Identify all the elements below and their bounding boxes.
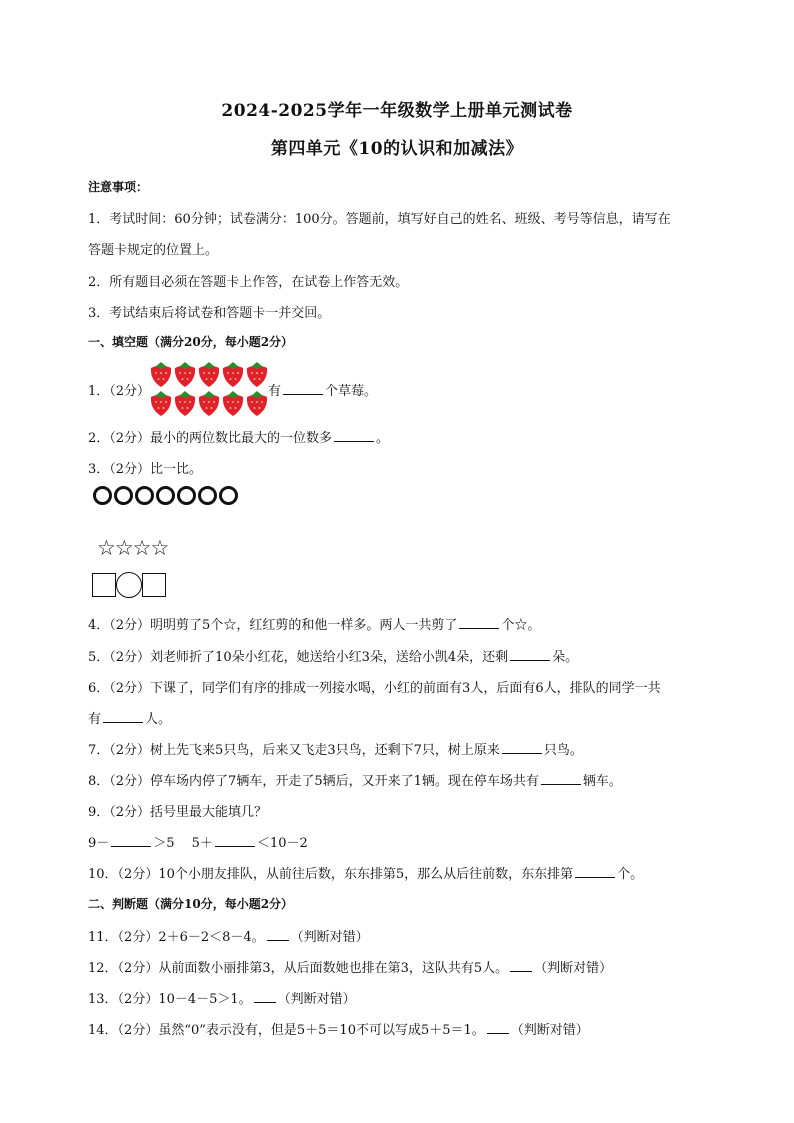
exam-subtitle: 第四单元《10的认识和加减法》 <box>270 139 524 159</box>
circle-shape <box>93 486 112 505</box>
q6-text-b: 有 <box>88 712 102 727</box>
strawberry-icon <box>223 362 243 387</box>
q11-text-b: （判断对错） <box>290 930 369 945</box>
q1-text-a: 有 <box>268 384 282 399</box>
note-2: 2．所有题目必须在答题卡上作答，在试卷上作答无效。 <box>88 275 409 290</box>
q13-text-b: （判断对错） <box>277 992 356 1007</box>
note-1-line-1: 1．考试时间：60分钟；试卷满分：100分。答题前，填写好自己的姓名、班级、考号等信息，请写在 <box>88 212 671 227</box>
strawberry-icon <box>199 391 219 416</box>
note-1-line-2: 答题卡规定的位置上。 <box>88 243 219 258</box>
strawberry-icon <box>151 362 171 387</box>
q1-label: 1．（2分） <box>88 384 151 399</box>
circle-shape <box>198 486 217 505</box>
q6-text-c: 人。 <box>145 712 172 727</box>
notes-heading: 注意事项： <box>88 180 149 194</box>
q7-text-a: 7．（2分）树上先飞来5只鸟，后来又飞走3只鸟，还剩下7只，树上原来 <box>88 743 500 758</box>
q14-text-b: （判断对错） <box>510 1023 589 1038</box>
question-12 <box>88 957 612 976</box>
circle-shape <box>219 486 238 505</box>
circle-shape <box>114 486 133 505</box>
question-8 <box>88 770 622 789</box>
q13-answer-blank <box>254 990 276 1003</box>
strawberry-icon <box>175 391 195 416</box>
q12-text-a: 12．（2分）从前面数小丽排第3，从后面数她也排在第3，这队共有5人。 <box>88 961 509 976</box>
q6-answer-blank <box>103 710 143 723</box>
compare-symbol-circle <box>116 572 142 598</box>
q10-text-a: 10．（2分）10个小朋友排队，从前往后数，东东排第5，那么从后往前数，东东排第 <box>88 867 574 882</box>
q9-expr-c: ＜10－2 <box>256 836 308 851</box>
circle-row <box>93 486 240 509</box>
q5-answer-blank <box>510 648 550 661</box>
q9-expr-b: ＞5 5＋ <box>153 836 213 851</box>
section-2-heading: 二、判断题（满分10分，每小题2分） <box>88 897 294 911</box>
question-11 <box>88 926 369 945</box>
question-5 <box>88 646 578 665</box>
q4-text-b: 个☆。 <box>501 618 541 633</box>
q9-blank-2 <box>215 834 255 847</box>
q11-answer-blank <box>267 928 289 941</box>
q10-answer-blank <box>575 865 615 878</box>
strawberry-icon <box>247 362 267 387</box>
q5-text-a: 5．（2分）刘老师折了10朵小红花，她送给小红3朵，送给小凯4朵，还剩 <box>88 650 509 665</box>
q9-blank-1 <box>111 834 151 847</box>
q13-text-a: 13．（2分）10－4－5＞1。 <box>88 992 252 1007</box>
strawberry-icon <box>151 391 171 416</box>
left-answer-box <box>92 573 116 597</box>
q8-text-a: 8．（2分）停车场内停了7辆车，开走了5辆后，又开来了1辆。现在停车场共有 <box>88 774 539 789</box>
q2-text-b: 。 <box>376 431 390 446</box>
question-14 <box>88 1019 589 1038</box>
q4-text-a: 4．（2分）明明剪了5个☆，红红剪的和他一样多。两人一共剪了 <box>88 618 458 633</box>
strawberry-icon <box>223 391 243 416</box>
q7-text-b: 只鸟。 <box>543 743 583 758</box>
note-3: 3．考试结束后将试卷和答题卡一并交回。 <box>88 306 331 321</box>
circle-shape <box>135 486 154 505</box>
q14-answer-blank <box>487 1021 509 1034</box>
compare-boxes <box>92 572 166 598</box>
circle-shape <box>177 486 196 505</box>
question-2 <box>88 427 389 446</box>
question-9: 9．（2分）括号里最大能填几？ <box>88 805 268 820</box>
q8-text-b: 辆车。 <box>582 774 622 789</box>
strawberry-icon <box>247 391 267 416</box>
question-1-text <box>268 380 377 399</box>
star-row: ☆☆☆☆ <box>97 536 169 560</box>
q1-answer-blank <box>283 382 323 395</box>
section-1-heading: 一、填空题（满分20分，每小题2分） <box>88 335 294 349</box>
q2-text-a: 2．（2分）最小的两位数比最大的一位数多 <box>88 431 333 446</box>
q12-text-b: （判断对错） <box>534 961 613 976</box>
q14-text-a: 14．（2分）虽然“0”表示没有，但是5＋5＝10不可以写成5＋5＝1。 <box>88 1023 485 1038</box>
q2-answer-blank <box>334 429 374 442</box>
right-answer-box <box>142 573 166 597</box>
strawberry-icon <box>175 362 195 387</box>
question-10 <box>88 863 643 882</box>
question-9-expressions <box>88 832 308 851</box>
q7-answer-blank <box>502 741 542 754</box>
exam-title: 2024-2025学年一年级数学上册单元测试卷 <box>221 101 573 121</box>
strawberry-picture <box>150 358 268 416</box>
q9-expr-a: 9－ <box>88 836 110 851</box>
question-1 <box>88 380 150 399</box>
question-6-line-2 <box>88 708 171 727</box>
question-3: 3．（2分）比一比。 <box>88 462 203 477</box>
q8-answer-blank <box>541 772 581 785</box>
circle-shape <box>156 486 175 505</box>
q5-text-b: 朵。 <box>552 650 579 665</box>
q4-answer-blank <box>459 616 499 629</box>
q10-text-b: 个。 <box>617 867 644 882</box>
q1-text-b: 个草莓。 <box>325 384 378 399</box>
strawberry-icon <box>199 362 219 387</box>
q12-answer-blank <box>510 959 532 972</box>
question-13 <box>88 988 356 1007</box>
question-4 <box>88 614 540 633</box>
question-6-line-1: 6．（2分）下课了，同学们有序的排成一列接水喝，小红的前面有3人，后面有6人，排队的同学一共 <box>88 681 661 696</box>
question-7 <box>88 739 583 758</box>
q11-text-a: 11．（2分）2＋6－2＜8－4。 <box>88 930 265 945</box>
